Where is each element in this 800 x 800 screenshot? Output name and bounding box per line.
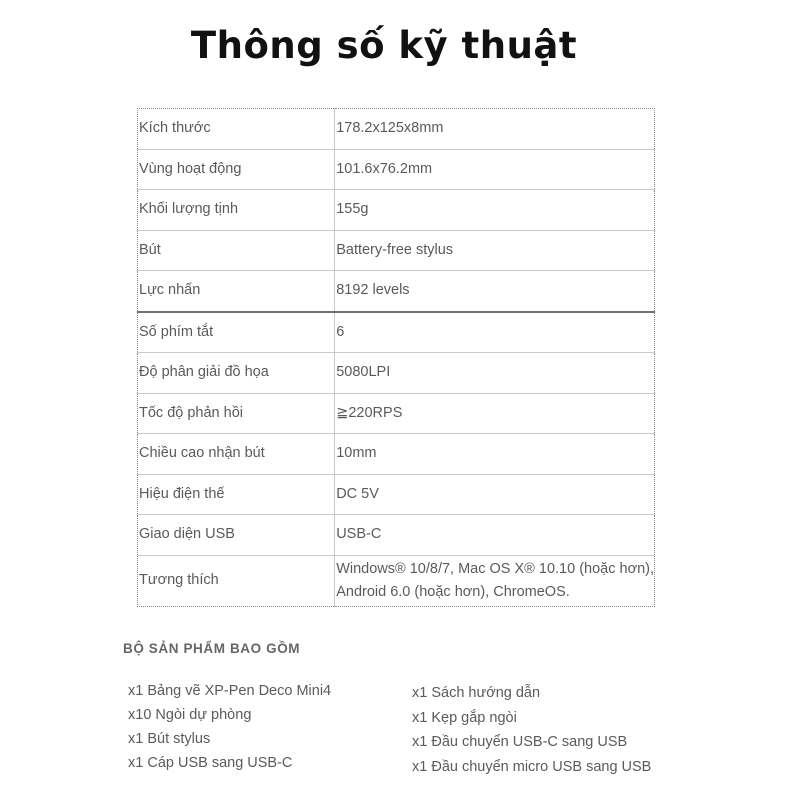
spec-label: Lực nhấn xyxy=(138,271,335,312)
list-item: x1 Bảng vẽ XP-Pen Deco Mini4 xyxy=(128,683,332,699)
spec-value: 10mm xyxy=(335,434,655,475)
spec-label: Hiệu điện thế xyxy=(138,474,335,515)
list-item: x1 Kẹp gắp ngòi xyxy=(412,709,517,726)
table-row xyxy=(138,515,655,556)
spec-label: Khối lượng tịnh xyxy=(138,190,335,231)
table-row xyxy=(138,271,655,312)
spec-value-line: Windows® 10/8/7, Mac OS X® 10.10 (hoặc hơn), xyxy=(336,560,654,577)
spec-label: Tốc độ phản hồi xyxy=(138,393,335,434)
spec-value: 155g xyxy=(335,190,655,231)
spec-label: Số phím tắt xyxy=(138,312,335,353)
spec-value: ≧220RPS xyxy=(335,393,655,434)
page-title: Thông số kỹ thuật xyxy=(190,24,578,67)
table-row xyxy=(138,312,655,353)
table-row xyxy=(138,149,655,190)
spec-label: Chiều cao nhận bút xyxy=(138,434,335,475)
spec-value: 178.2x125x8mm xyxy=(335,109,655,150)
table-row xyxy=(138,353,655,394)
table-row xyxy=(138,230,655,271)
spec-label: Bút xyxy=(138,230,335,271)
spec-value: Battery-free stylus xyxy=(335,230,655,271)
spec-value: 5080LPI xyxy=(335,353,655,394)
list-item: x1 Đầu chuyển USB-C sang USB xyxy=(412,734,628,750)
table-row xyxy=(138,555,655,606)
included-list-right xyxy=(412,681,651,779)
list-item: x1 Đầu chuyển micro USB sang USB xyxy=(412,758,652,775)
table-row xyxy=(138,393,655,434)
spec-label: Độ phân giải đồ họa xyxy=(138,353,335,394)
spec-label: Kích thước xyxy=(138,109,335,150)
spec-value-line: Android 6.0 (hoặc hơn), ChromeOS. xyxy=(336,583,570,600)
spec-value: DC 5V xyxy=(335,474,655,515)
spec-value: 6 xyxy=(335,312,655,353)
table-row xyxy=(138,474,655,515)
included-heading: BỘ SẢN PHẨM BAO GỒM xyxy=(123,641,301,656)
list-item: x1 Sách hướng dẫn xyxy=(412,685,541,701)
list-item: x1 Cáp USB sang USB-C xyxy=(128,755,293,771)
table-row xyxy=(138,190,655,231)
spec-label: Vùng hoạt động xyxy=(138,149,335,190)
spec-label: Giao diện USB xyxy=(138,515,335,556)
spec-value: 8192 levels xyxy=(335,271,655,312)
spec-value: 101.6x76.2mm xyxy=(335,149,655,190)
list-item: x1 Bút stylus xyxy=(128,731,211,747)
table-row xyxy=(138,109,655,150)
table-row xyxy=(138,434,655,475)
specs-table xyxy=(137,108,655,607)
spec-value xyxy=(335,555,655,606)
list-item: x10 Ngòi dự phòng xyxy=(128,707,252,723)
included-list-left xyxy=(128,679,331,775)
spec-label: Tương thích xyxy=(138,555,335,606)
spec-value: USB-C xyxy=(335,515,655,556)
